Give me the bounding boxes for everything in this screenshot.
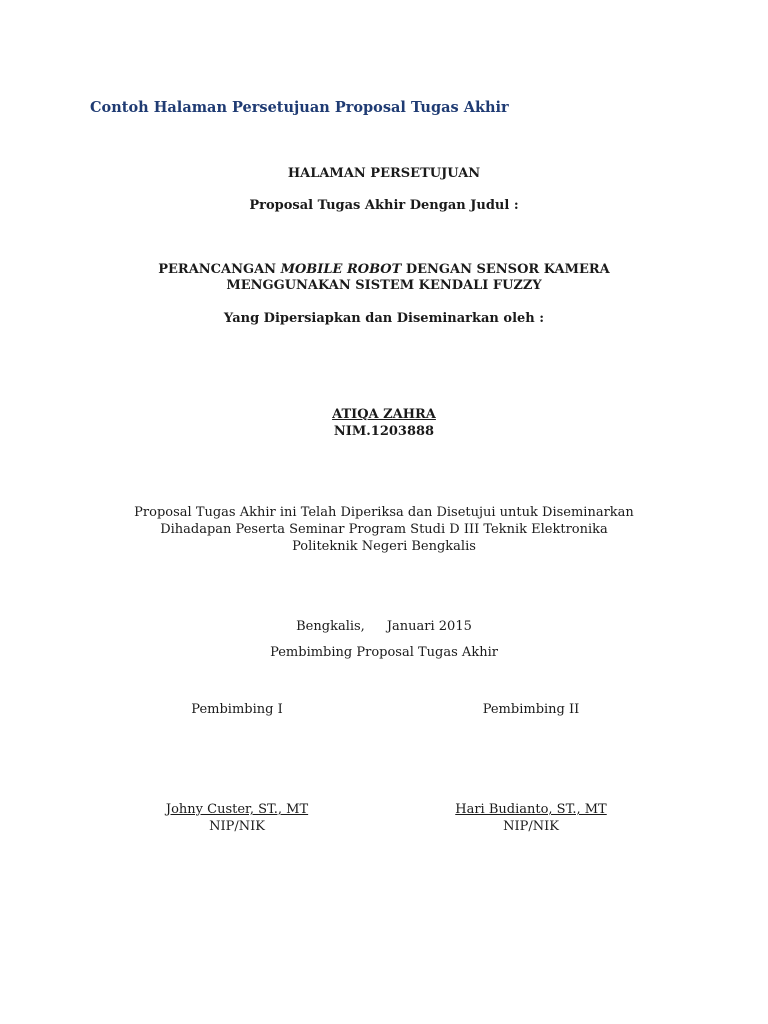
proposal-subtitle: Proposal Tugas Akhir Dengan Judul :	[249, 198, 519, 213]
student-name: ATIQA ZAHRA	[332, 407, 436, 422]
approval-statement-line-2: Dihadapan Peserta Seminar Program Studi D III Teknik Elektronika	[160, 522, 608, 537]
advisor-2-role: Pembimbing II	[482, 702, 580, 717]
student-nim: NIM.1203888	[333, 424, 435, 439]
thesis-title-line-1	[0, 261, 768, 278]
prepared-by-label: Yang Dipersiapkan dan Diseminarkan oleh :	[223, 311, 545, 326]
document-heading: Contoh Halaman Persetujuan Proposal Tugas Akhir	[90, 99, 509, 116]
advisor-1-role: Pembimbing I	[191, 702, 283, 717]
advisor-2-name-line	[431, 801, 631, 818]
advisor-section-title: Pembimbing Proposal Tugas Akhir	[270, 645, 498, 660]
thesis-title-part-1: PERANCANGAN	[158, 262, 281, 277]
page-title: HALAMAN PERSETUJUAN	[287, 166, 481, 181]
student-name-line	[0, 406, 768, 423]
advisor-1-id-label: NIP/NIK	[209, 819, 265, 834]
place: Bengkalis,	[296, 619, 365, 634]
place-date	[0, 618, 768, 635]
approval-statement-line-1: Proposal Tugas Akhir ini Telah Diperiksa dan Disetujui untuk Diseminarkan	[134, 505, 634, 520]
approval-statement-line-3: Politeknik Negeri Bengkalis	[292, 539, 476, 554]
date: Januari 2015	[386, 619, 472, 634]
thesis-title-part-2: DENGAN SENSOR KAMERA	[401, 262, 610, 277]
advisor-1-name: Johny Custer, ST., MT	[165, 802, 309, 817]
thesis-title-line-2: MENGGUNAKAN SISTEM KENDALI FUZZY	[226, 278, 542, 293]
advisor-2-name: Hari Budianto, ST., MT	[455, 802, 607, 817]
advisor-1-name-line	[137, 801, 337, 818]
thesis-title-italic: MOBILE ROBOT	[280, 262, 402, 277]
advisor-2-id-label: NIP/NIK	[503, 819, 559, 834]
